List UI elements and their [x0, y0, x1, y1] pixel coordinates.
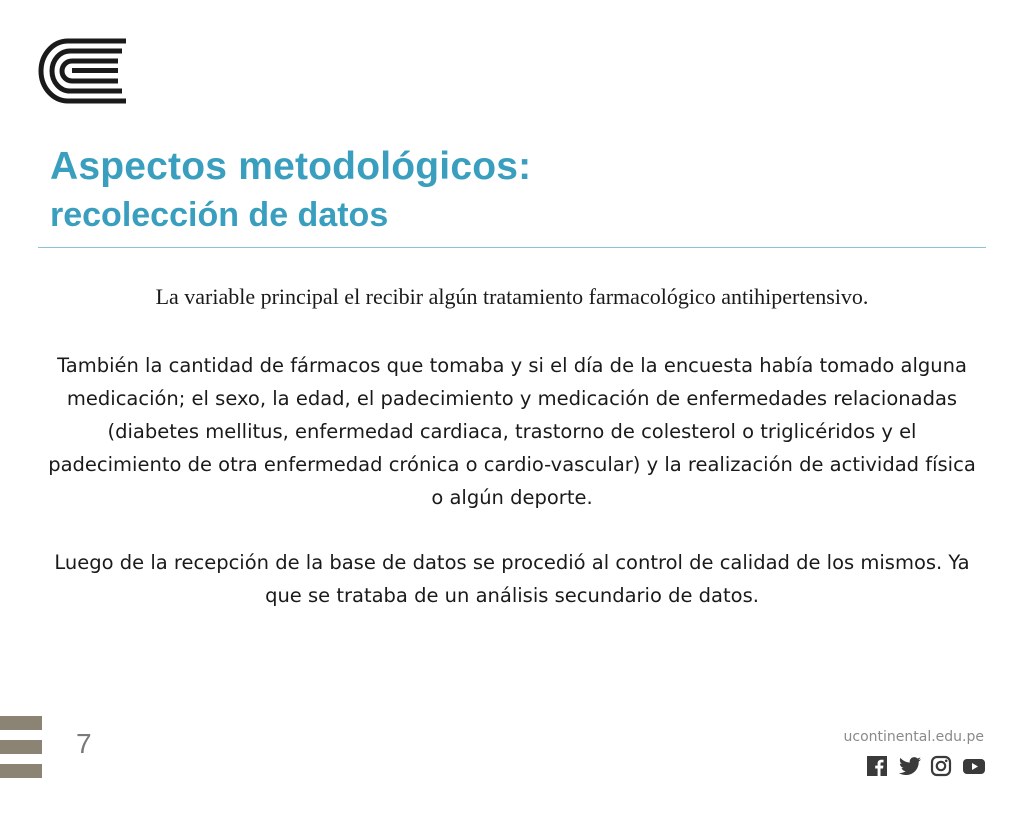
footer-bars-decoration	[0, 716, 42, 778]
paragraph-main-variable: La variable principal el recibir algún tratamiento farmacológico antihipertensivo.	[155, 284, 869, 309]
social-icons	[866, 755, 984, 777]
title-divider	[38, 247, 986, 248]
youtube-icon[interactable]	[962, 755, 984, 777]
twitter-icon[interactable]	[898, 755, 920, 777]
website-link[interactable]: ucontinental.edu.pe	[843, 729, 984, 745]
page-number: 7	[76, 728, 92, 759]
logo	[38, 38, 128, 104]
slide-subtitle: recolección de datos	[50, 196, 389, 234]
slide-title: Aspectos metodológicos:	[50, 145, 532, 188]
paragraph-quality-control: Luego de la recepción de la base de datos se procedió al control de calidad de los mismos. Ya que se trataba de un análisis secundario de datos.	[54, 551, 970, 607]
paragraph-variables: También la cantidad de fármacos que tomaba y si el día de la encuesta había tomado alguna medicación; el sexo, la edad, el padecimiento y medicación de enfermedades relacionadas (diabetes mellitus, enfermedad cardiaca, trastorno de colesterol o triglicéridos y el padecimiento de otra enfermedad crónica o cardio-vascular) y la realización de actividad física o algún deporte.	[48, 354, 976, 509]
facebook-icon[interactable]	[866, 755, 888, 777]
slide-body	[44, 282, 980, 612]
instagram-icon[interactable]	[930, 755, 952, 777]
